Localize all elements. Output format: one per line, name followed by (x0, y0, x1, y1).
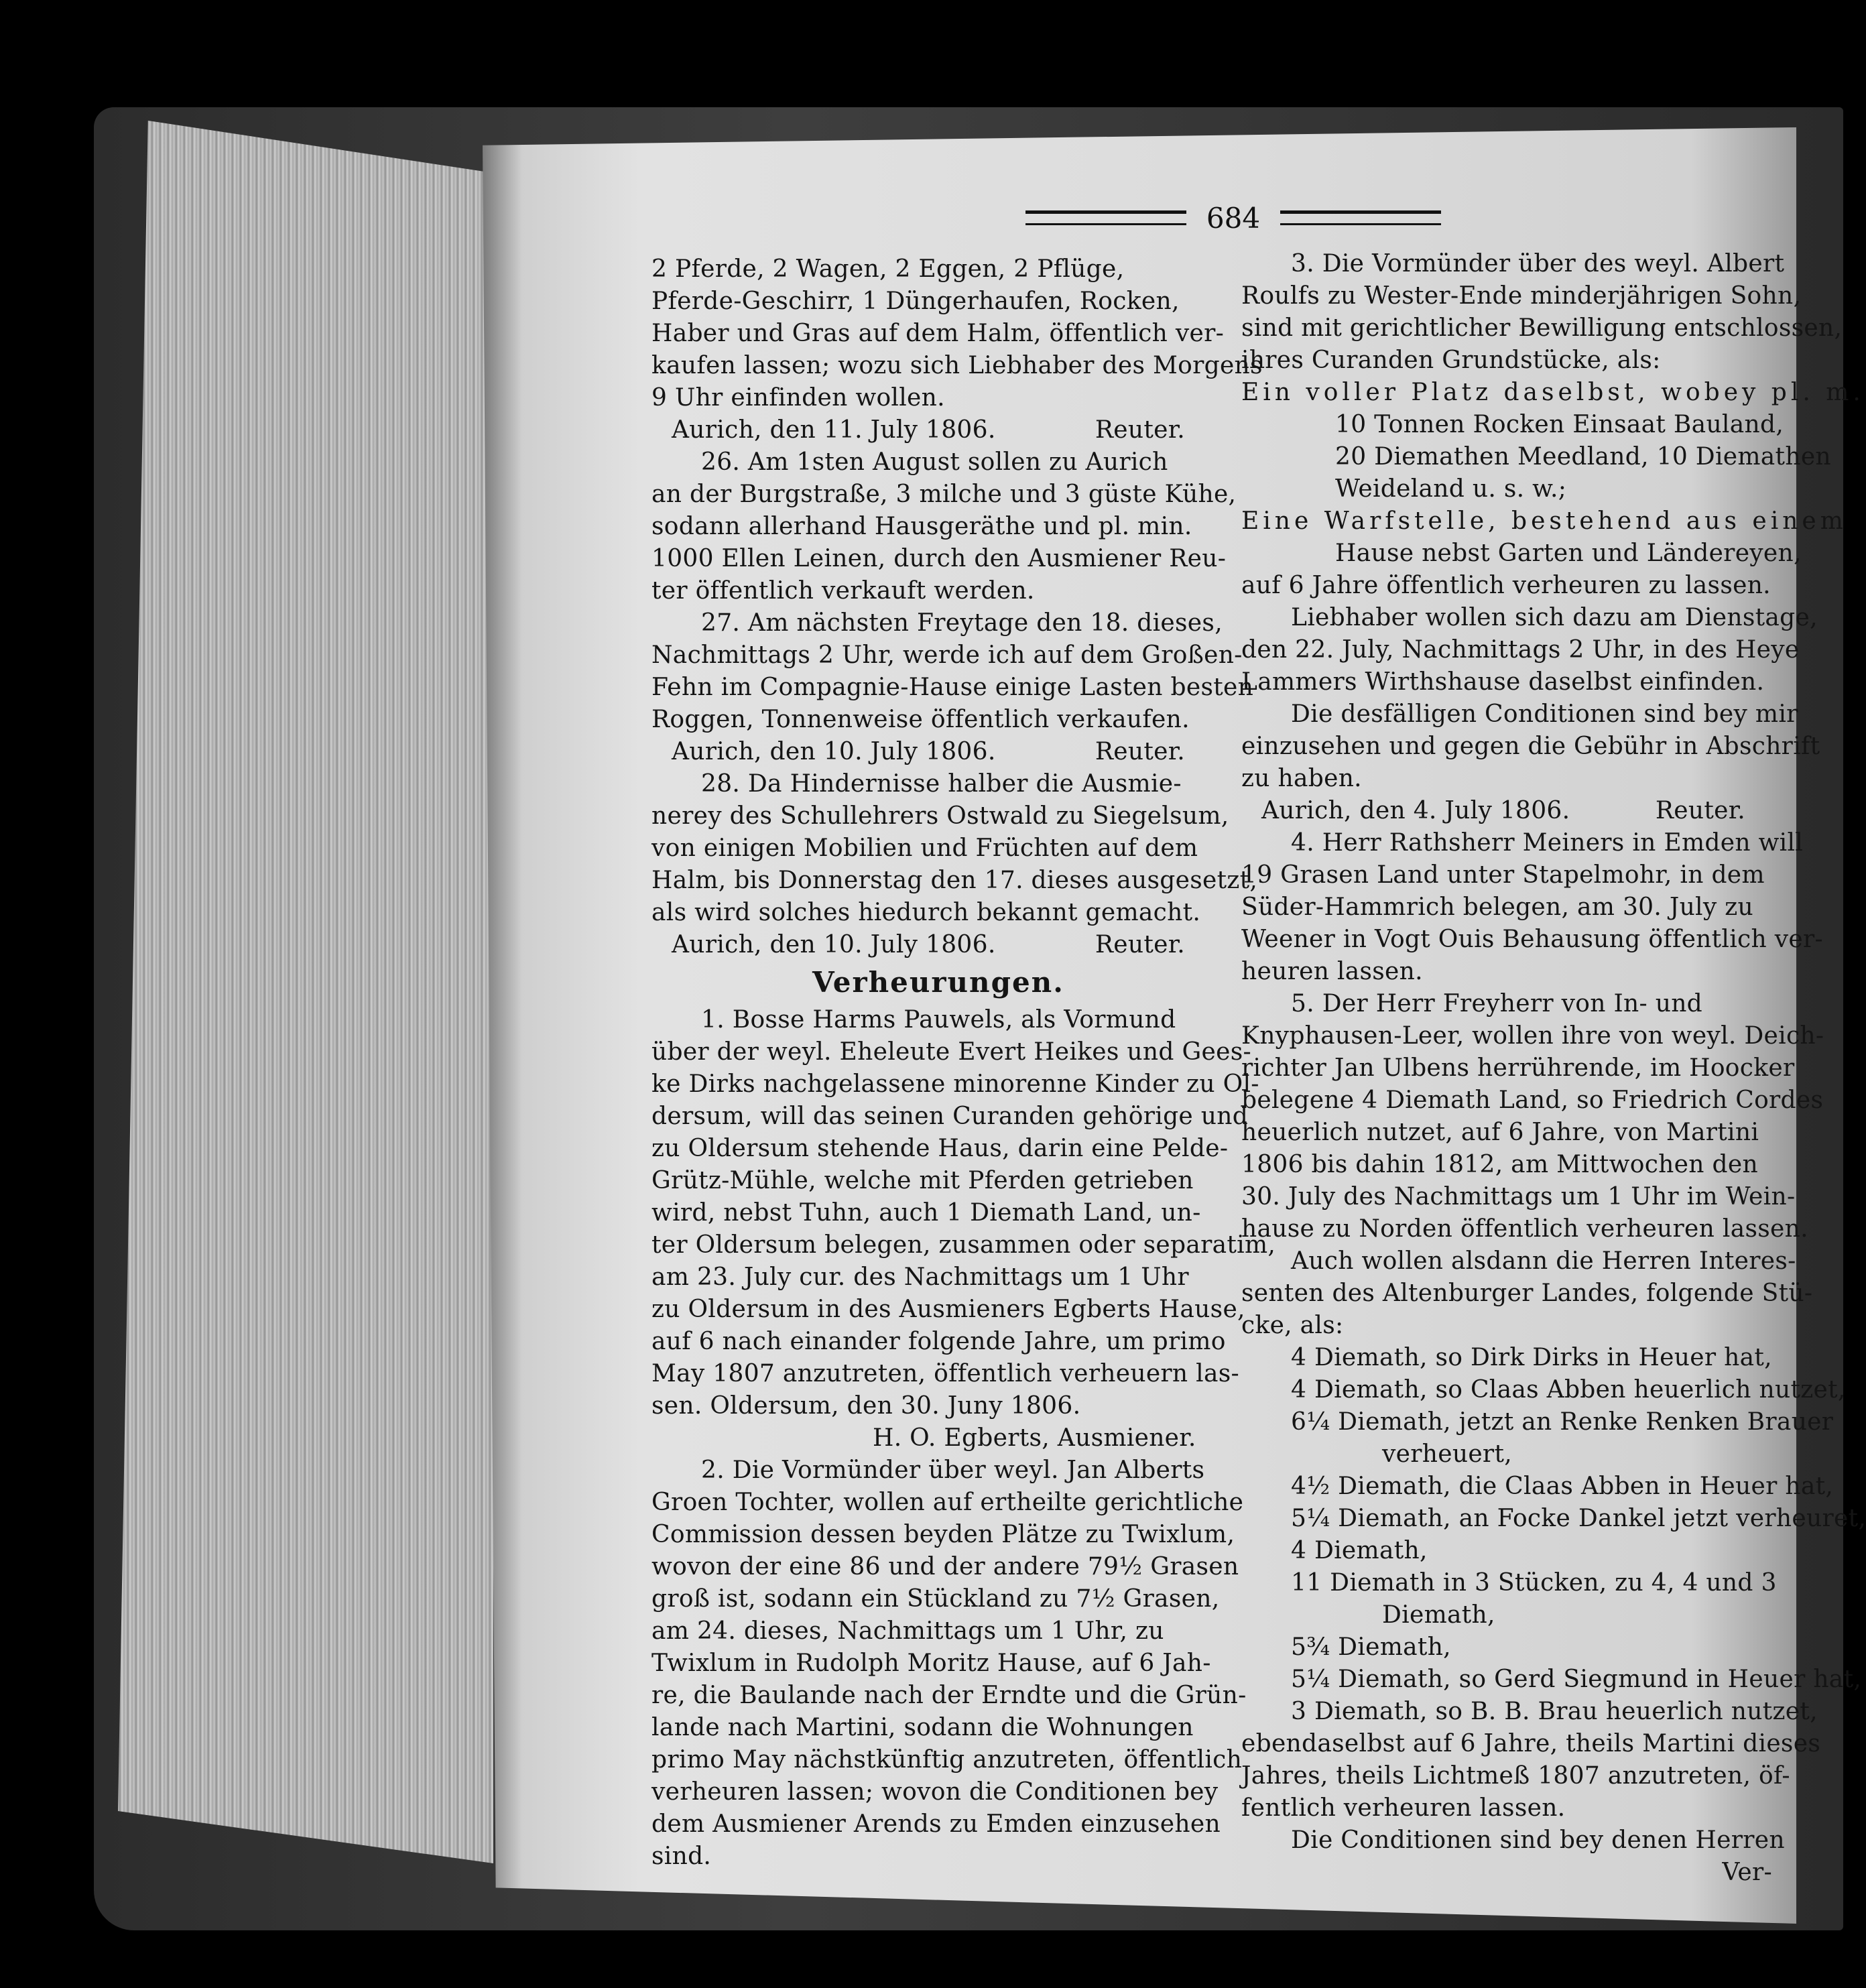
closing-line: Die Conditionen sind bey denen Herren (1291, 1826, 1785, 1854)
text-line: Die desfälligen Conditionen sind bey mir (1291, 700, 1798, 728)
text-line: 19 Grasen Land unter Stapelmohr, in dem (1241, 861, 1765, 889)
text-line: Hause nebst Garten und Ländereyen, (1335, 540, 1802, 567)
text-line: Commission dessen beyden Plätze zu Twixlum, (651, 1521, 1235, 1548)
text-line: Auch wollen alsdann die Herren Interes- (1291, 1247, 1796, 1275)
text-line: Fehn im Compagnie-Hause einige Lasten besten (651, 674, 1254, 701)
list-item: Eine Warfstelle, bestehend aus einem (1241, 507, 1847, 535)
list-item: Ein voller Platz daselbst, wobey pl. m. (1241, 379, 1865, 406)
left-lines (651, 253, 1263, 414)
text-line: groß ist, sodann ein Stückland zu 7½ Grasen, (651, 1585, 1220, 1613)
text-line: ter öffentlich verkauft werden. (651, 577, 1035, 605)
list-block (1241, 1342, 1846, 1438)
text-line: re, die Baulande nach der Erndte und die Grün- (651, 1682, 1247, 1709)
text-line: Nachmittags 2 Uhr, werde ich auf dem Großen- (651, 641, 1243, 669)
signature-line (651, 929, 1225, 961)
text-line: 27. Am nächsten Freytage den 18. dieses, (701, 609, 1223, 637)
text-line: 3 Diemath, so B. B. Brau heuerlich nutzet, (1291, 1698, 1818, 1725)
signature-place: Aurich, den 10. July 1806. (672, 931, 996, 958)
text-line: Weideland u. s. w.; (1335, 475, 1567, 503)
text-line: wovon der eine 86 und der andere 79½ Grasen (651, 1553, 1239, 1580)
text-line: cke, als: (1241, 1312, 1344, 1339)
text-line: ihres Curanden Grundstücke, als: (1241, 347, 1661, 374)
signature-line (1241, 795, 1786, 827)
text-line: wird, nebst Tuhn, auch 1 Diemath Land, un- (651, 1199, 1201, 1227)
text-line: von einigen Mobilien und Früchten auf dem (651, 834, 1198, 862)
text-line: einzusehen und gegen die Gebühr in Abschrift (1241, 733, 1820, 760)
text-line: 26. Am 1sten August sollen zu Aurich (701, 448, 1168, 476)
text-line: dersum, will das seinen Curanden gehörige und (651, 1103, 1249, 1130)
text-line: Lammers Wirthshause daselbst einfinden. (1241, 668, 1765, 696)
notice-3-end (1241, 570, 1820, 795)
text-line: Süder-Hammrich belegen, am 30. July zu (1241, 893, 1754, 921)
page-number: 684 (1206, 201, 1261, 235)
notice-28 (651, 768, 1258, 929)
text-line: 10 Tonnen Rocken Einsaat Bauland, (1335, 411, 1784, 438)
text-line: sen. Oldersum, den 30. Juny 1806. (651, 1392, 1081, 1420)
text-line: als wird solches hiedurch bekannt gemacht. (651, 899, 1201, 926)
notice-5-end (1241, 1728, 1821, 1824)
catchword: Ver- (1722, 1859, 1772, 1886)
text-line: zu Oldersum in des Ausmieners Egberts Hause, (651, 1296, 1245, 1323)
text-line: 9 Uhr einfinden wollen. (651, 384, 945, 412)
signature-place: Aurich, den 11. July 1806. (672, 416, 996, 444)
text-line: 11 Diemath in 3 Stücken, zu 4, 4 und 3 (1291, 1569, 1777, 1597)
text-line: 4 Diemath, so Claas Abben heuerlich nutzet, (1291, 1376, 1846, 1404)
notice-26 (651, 446, 1237, 607)
list-block (1241, 1631, 1862, 1728)
text-line: 4. Herr Rathsherr Meiners in Emden will (1291, 829, 1804, 857)
signature-name: Reuter. (1095, 738, 1185, 765)
notice-3 (1241, 248, 1843, 377)
text-line: den 22. July, Nachmittags 2 Uhr, in des Heye (1241, 636, 1800, 664)
notice-1 (651, 1004, 1276, 1422)
text-line: über der weyl. Eheleute Evert Heikes und Gees- (651, 1038, 1251, 1066)
text-line: Pferde-Geschirr, 1 Düngerhaufen, Rocken, (651, 288, 1180, 315)
text-line: 28. Da Hindernisse halber die Ausmie- (701, 770, 1182, 798)
text-line: 5¾ Diemath, (1291, 1633, 1451, 1661)
text-line: am 23. July cur. des Nachmittags um 1 Uhr (651, 1263, 1189, 1291)
text-line: verheuren lassen; wovon die Conditionen bey (651, 1778, 1219, 1806)
text-line: nerey des Schullehrers Ostwald zu Siegelsum, (651, 802, 1229, 830)
notice-5 (1241, 988, 1824, 1342)
text-line: Twixlum in Rudolph Moritz Hause, auf 6 Jah- (651, 1650, 1211, 1677)
page-edges (118, 121, 493, 1863)
notice-2 (651, 1454, 1247, 1873)
text-line: 1. Bosse Harms Pauwels, als Vormund (701, 1006, 1176, 1034)
text-line: am 24. dieses, Nachmittags um 1 Uhr, zu (651, 1617, 1164, 1645)
text-line: fentlich verheuren lassen. (1241, 1794, 1566, 1822)
text-line: 4 Diemath, so Dirk Dirks in Heuer hat, (1291, 1344, 1772, 1371)
text-line: May 1807 anzutreten, öffentlich verheuern las- (651, 1360, 1239, 1387)
signature-name: Reuter. (1095, 416, 1185, 444)
text-line: 5. Der Herr Freyherr von In- und (1291, 990, 1703, 1017)
left-column (651, 253, 1276, 1873)
list-block (1241, 409, 1831, 505)
text-line: primo May nächstkünftig anzutreten, öffentlich (651, 1746, 1243, 1774)
text-line: belegene 4 Diemath Land, so Friedrich Cordes (1241, 1086, 1824, 1114)
text-line: Weener in Vogt Ouis Behausung öffentlich ver- (1241, 926, 1823, 953)
text-line: sodann allerhand Hausgeräthe und pl. min. (651, 513, 1192, 540)
text-line: Roggen, Tonnenweise öffentlich verkaufen. (651, 706, 1190, 733)
text-line: Groen Tochter, wollen auf ertheilte gerichtliche (651, 1489, 1244, 1516)
text-line: 30. July des Nachmittags um 1 Uhr im Wein- (1241, 1183, 1796, 1210)
list-block (1241, 538, 1802, 570)
text-line: Halm, bis Donnerstag den 17. dieses ausgesetzt, (651, 867, 1258, 894)
list-item-continuation: Diemath, (1382, 1601, 1495, 1629)
header-rule-left (1025, 210, 1186, 225)
text-line: 2 Pferde, 2 Wagen, 2 Eggen, 2 Pflüge, (651, 255, 1125, 283)
text-line: Roulfs zu Wester-Ende minderjährigen Sohn, (1241, 282, 1802, 310)
text-line: 3. Die Vormünder über des weyl. Albert (1291, 250, 1785, 277)
text-line: zu Oldersum stehende Haus, darin eine Pelde- (651, 1135, 1229, 1162)
signature-name: Reuter. (1095, 931, 1185, 958)
text-line: heuren lassen. (1241, 958, 1423, 985)
text-line: 20 Diemathen Meedland, 10 Diemathen (1335, 443, 1831, 471)
signature-name: Reuter. (1655, 797, 1745, 824)
text-line: sind mit gerichtlicher Bewilligung entschlossen, (1241, 314, 1843, 342)
signature-egberts: H. O. Egberts, Ausmiener. (873, 1424, 1196, 1452)
text-line: hause zu Norden öffentlich verheuren lassen. (1241, 1215, 1808, 1243)
page-header (1019, 194, 1448, 241)
text-line: senten des Altenburger Landes, folgende Stü- (1241, 1280, 1813, 1307)
text-line: ter Oldersum belegen, zusammen oder separatim, (651, 1231, 1276, 1259)
text-line: Jahres, theils Lichtmeß 1807 anzutreten, öf- (1241, 1762, 1790, 1790)
text-line: 2. Die Vormünder über weyl. Jan Alberts (701, 1456, 1205, 1484)
right-column (1241, 248, 1866, 1889)
text-line: 5¼ Diemath, so Gerd Siegmund in Heuer hat, (1291, 1666, 1862, 1693)
signature-place: Aurich, den 4. July 1806. (1261, 797, 1570, 824)
list-item-continuation: verheuert, (1382, 1440, 1512, 1468)
text-line: sind. (651, 1843, 712, 1870)
text-line: auf 6 Jahre öffentlich verheuren zu lassen. (1241, 572, 1771, 599)
text-line: Knyphausen-Leer, wollen ihre von weyl. Deich- (1241, 1022, 1824, 1050)
section-heading: Verheurungen. (812, 966, 1064, 999)
text-line: 1000 Ellen Leinen, durch den Ausmiener Reu- (651, 545, 1227, 572)
notice-27 (651, 607, 1254, 736)
text-line: auf 6 nach einander folgende Jahre, um primo (651, 1328, 1226, 1355)
text-line: zu haben. (1241, 765, 1362, 792)
text-line: 4 Diemath, (1291, 1537, 1428, 1564)
signature-place: Aurich, den 10. July 1806. (672, 738, 996, 765)
text-line: dem Ausmiener Arends zu Emden einzusehen (651, 1810, 1221, 1838)
text-line: richter Jan Ulbens herrührende, im Hoocker (1241, 1054, 1795, 1082)
text-line: lande nach Martini, sodann die Wohnungen (651, 1714, 1194, 1741)
text-line: ebendaselbst auf 6 Jahre, theils Martini dieses (1241, 1730, 1821, 1757)
notice-4 (1241, 827, 1823, 988)
text-line: an der Burgstraße, 3 milche und 3 güste Kühe, (651, 481, 1237, 508)
text-line: 1806 bis dahin 1812, am Mittwochen den (1241, 1151, 1758, 1178)
header-rule-right (1280, 210, 1441, 225)
text-line: ke Dirks nachgelassene minorenne Kinder zu Ol- (651, 1070, 1259, 1098)
text-line: Grütz-Mühle, welche mit Pferden getrieben (651, 1167, 1194, 1194)
text-line: 5¼ Diemath, an Focke Dankel jetzt verheuret, (1291, 1505, 1866, 1532)
signature-line (651, 414, 1225, 446)
text-line: heuerlich nutzet, auf 6 Jahre, von Martini (1241, 1119, 1759, 1146)
list-block (1241, 1471, 1866, 1599)
signature-line (651, 736, 1225, 768)
text-line: Liebhaber wollen sich dazu am Dienstage, (1291, 604, 1818, 631)
text-line: kaufen lassen; wozu sich Liebhaber des Morgens (651, 352, 1263, 379)
text-line: 6¼ Diemath, jetzt an Renke Renken Brauer (1291, 1408, 1834, 1436)
text-line: 4½ Diemath, die Claas Abben in Heuer hat, (1291, 1473, 1834, 1500)
text-line: Haber und Gras auf dem Halm, öffentlich ver- (651, 320, 1225, 347)
